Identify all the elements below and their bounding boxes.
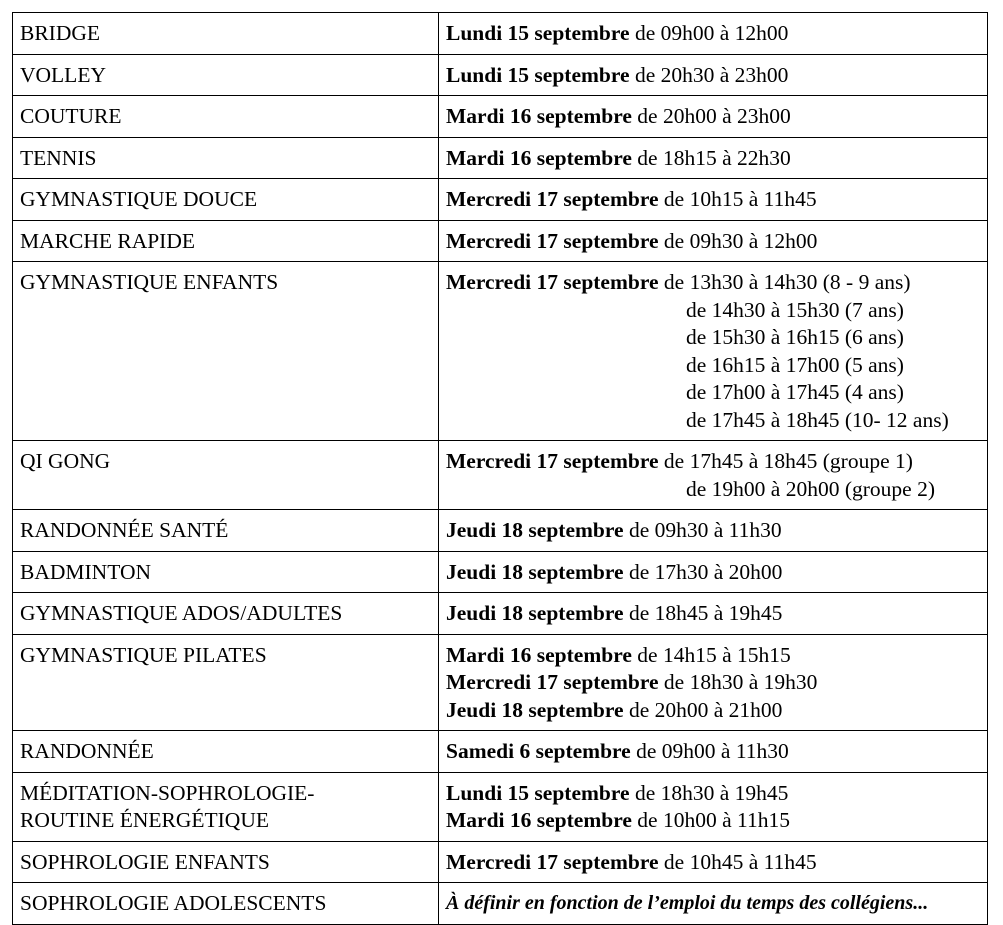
schedule-cell	[439, 220, 988, 262]
time-slot	[446, 379, 981, 407]
table-row	[13, 262, 988, 441]
schedule-cell	[439, 634, 988, 731]
table-row	[13, 441, 988, 510]
slot-day: Mardi 16 septembre	[446, 808, 632, 832]
table-row	[13, 220, 988, 262]
slot-time: de 18h30 à 19h45	[629, 780, 789, 805]
slot-time: de 09h00 à 12h00	[629, 21, 789, 45]
slot-time: de 14h30 à 15h30 (7 ans)	[686, 297, 904, 322]
activity-name: BRIDGE	[20, 21, 101, 45]
activity-name: GYMNASTIQUE PILATES	[20, 642, 267, 667]
table-row	[13, 634, 988, 731]
schedule-cell	[439, 731, 988, 773]
time-slot	[446, 62, 981, 90]
table-row	[13, 593, 988, 635]
time-slot	[446, 559, 981, 587]
activity-name-cell	[13, 841, 439, 883]
activity-name: RANDONNÉE	[20, 739, 154, 763]
slot-time: de 10h15 à 11h45	[658, 187, 817, 211]
time-slot	[446, 407, 981, 435]
table-row	[13, 96, 988, 138]
activity-name: TENNIS	[20, 145, 97, 170]
slot-day: Jeudi 18 septembre	[446, 559, 624, 584]
activity-name: COUTURE	[20, 104, 122, 128]
slot-time: de 17h30 à 20h00	[623, 559, 783, 584]
time-slot	[446, 738, 981, 766]
activity-name: GYMNASTIQUE DOUCE	[20, 187, 258, 211]
activity-name: VOLLEY	[20, 62, 106, 87]
slot-time: de 13h30 à 14h30 (8 - 9 ans)	[658, 270, 911, 294]
time-slot	[446, 297, 981, 325]
time-slot	[446, 697, 981, 725]
schedule-cell	[439, 54, 988, 96]
activity-name-cell	[13, 262, 439, 441]
table-row	[13, 137, 988, 179]
schedule-cell	[439, 13, 988, 55]
time-slot	[446, 20, 981, 48]
schedule-cell	[439, 96, 988, 138]
time-slot	[446, 807, 981, 835]
slot-time: de 20h30 à 23h00	[629, 62, 789, 87]
slot-day: Mercredi 17 septembre	[446, 187, 659, 211]
schedule-cell	[439, 772, 988, 841]
activity-name-cell	[13, 510, 439, 552]
slot-day: Jeudi 18 septembre	[446, 697, 624, 722]
time-slot	[446, 352, 981, 380]
table-row	[13, 54, 988, 96]
activity-schedule-table	[12, 12, 988, 925]
activity-name: SOPHROLOGIE ENFANTS	[20, 849, 270, 874]
activity-name: BADMINTON	[20, 559, 151, 584]
slot-day: Mardi 16 septembre	[446, 145, 632, 170]
slot-time: de 20h00 à 23h00	[631, 104, 791, 128]
slot-day: Mercredi 17 septembre	[446, 449, 659, 473]
slot-day: Lundi 15 septembre	[446, 780, 630, 805]
slot-time: de 09h30 à 12h00	[658, 228, 818, 253]
slot-time: de 14h15 à 15h15	[631, 642, 791, 667]
slot-time: de 09h00 à 11h30	[630, 739, 789, 763]
slot-time: de 17h45 à 18h45 (groupe 1)	[658, 449, 913, 473]
activity-name-cell	[13, 441, 439, 510]
activity-name-cell	[13, 634, 439, 731]
time-slot	[446, 186, 981, 214]
slot-time: de 10h00 à 11h15	[631, 808, 790, 832]
schedule-cell	[439, 137, 988, 179]
slot-time: de 17h45 à 18h45 (10- 12 ans)	[686, 407, 949, 432]
schedule-cell	[439, 883, 988, 925]
table-row	[13, 510, 988, 552]
slot-time: de 18h15 à 22h30	[631, 145, 791, 170]
table-row	[13, 883, 988, 925]
slot-time: de 16h15 à 17h00 (5 ans)	[686, 352, 904, 377]
activity-name-cell	[13, 883, 439, 925]
time-slot	[446, 600, 981, 628]
time-slot	[446, 324, 981, 352]
activity-name: SOPHROLOGIE ADOLESCENTS	[20, 891, 327, 915]
schedule-cell	[439, 593, 988, 635]
time-slot	[446, 669, 981, 697]
activity-name-cell	[13, 96, 439, 138]
schedule-cell	[439, 262, 988, 441]
slot-time: de 17h00 à 17h45 (4 ans)	[686, 380, 904, 404]
time-slot	[446, 780, 981, 808]
table-row	[13, 772, 988, 841]
activity-name: QI GONG	[20, 449, 111, 473]
table-row	[13, 551, 988, 593]
time-slot	[446, 269, 981, 297]
slot-day: Mercredi 17 septembre	[446, 228, 659, 253]
activity-name: GYMNASTIQUE ENFANTS	[20, 270, 279, 294]
time-slot	[446, 448, 981, 476]
time-slot	[446, 145, 981, 173]
slot-time: de 09h30 à 11h30	[623, 518, 782, 542]
table-row	[13, 179, 988, 221]
slot-time: de 20h00 à 21h00	[623, 697, 783, 722]
slot-day: Jeudi 18 septembre	[446, 518, 624, 542]
slot-time: de 10h45 à 11h45	[658, 849, 817, 874]
schedule-cell	[439, 551, 988, 593]
schedule-body	[13, 13, 988, 925]
activity-name-cell	[13, 731, 439, 773]
slot-day: Mercredi 17 septembre	[446, 849, 659, 874]
slot-day: Lundi 15 septembre	[446, 21, 630, 45]
slot-day: Lundi 15 septembre	[446, 62, 630, 87]
time-slot	[446, 849, 981, 877]
slot-day: Mardi 16 septembre	[446, 642, 632, 667]
table-row	[13, 731, 988, 773]
time-slot	[446, 103, 981, 131]
time-slot	[446, 476, 981, 504]
schedule-cell	[439, 510, 988, 552]
slot-day: Mercredi 17 septembre	[446, 270, 659, 294]
activity-name-cell	[13, 220, 439, 262]
time-slot	[446, 228, 981, 256]
activity-name-cell	[13, 137, 439, 179]
slot-day: Mardi 16 septembre	[446, 104, 632, 128]
table-row	[13, 13, 988, 55]
activity-name-cell	[13, 593, 439, 635]
slot-time: de 18h30 à 19h30	[658, 670, 818, 694]
activity-name-cell	[13, 551, 439, 593]
time-slot	[446, 642, 981, 670]
schedule-cell	[439, 179, 988, 221]
activity-name: MARCHE RAPIDE	[20, 228, 196, 253]
slot-time: de 19h00 à 20h00 (groupe 2)	[686, 476, 935, 501]
table-row	[13, 841, 988, 883]
slot-time: de 15h30 à 16h15 (6 ans)	[686, 325, 904, 349]
slot-time: de 18h45 à 19h45	[623, 601, 783, 625]
activity-name-cell	[13, 179, 439, 221]
activity-name-cell	[13, 772, 439, 841]
activity-name: GYMNASTIQUE ADOS/ADULTES	[20, 601, 343, 625]
schedule-cell	[439, 441, 988, 510]
activity-name-line: ROUTINE ÉNERGÉTIQUE	[20, 808, 269, 832]
slot-day: Samedi 6 septembre	[446, 739, 631, 763]
schedule-cell	[439, 841, 988, 883]
activity-name: RANDONNÉE SANTÉ	[20, 518, 229, 542]
activity-name-cell	[13, 13, 439, 55]
slot-day: Jeudi 18 septembre	[446, 601, 624, 625]
schedule-note: À définir en fonction de l’emploi du temps des collégiens...	[446, 892, 929, 914]
activity-name-line: MÉDITATION-SOPHROLOGIE-	[20, 780, 315, 805]
time-slot	[446, 517, 981, 545]
slot-day: Mercredi 17 septembre	[446, 670, 659, 694]
activity-name-cell	[13, 54, 439, 96]
